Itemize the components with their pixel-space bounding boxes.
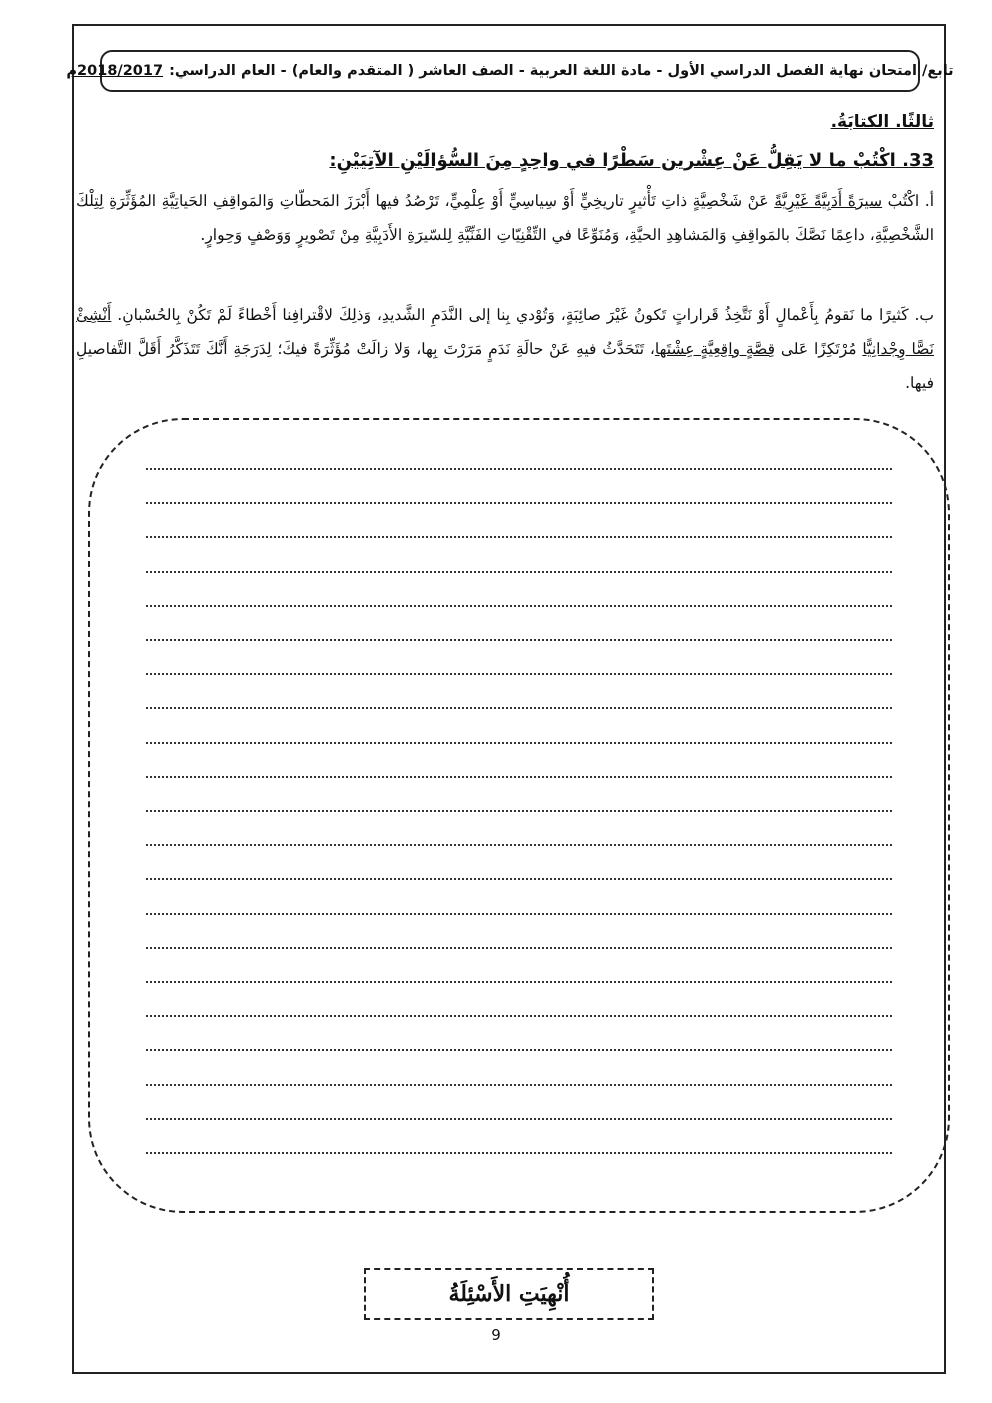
page-number: 9 — [491, 1326, 501, 1344]
option-b-highlight-2: قِصَّةٍ واقِعِيَّةٍ عِشْتَها — [654, 340, 775, 358]
answer-line[interactable] — [146, 810, 892, 812]
option-b-text-1: كَثيرًا ما نَقومُ بِأَعْمالٍ أَوْ نَتَّخِذُ قَراراتٍ تَكونُ غَيْرَ صائِبَةٍ، وَتُوْدي بِنا إلى النَّدَمِ الشَّديدِ، وَذلِكَ لاقْترافِنا أَخْطاءً لَمْ تَكُنْ بِالحُسْبانِ. — [117, 306, 909, 324]
option-b — [76, 298, 934, 400]
option-b-label: ب. — [914, 306, 934, 324]
option-a-text-2: عَنْ شَخْصِيَّةٍ ذاتِ تَأْثيرٍ تاريخِيٍّ أَوْ سِياسِيٍّ أَوْ عِلْمِيٍّ، تَرْصُدُ فيها أَبْرَزَ المَحطّاتِ وَالمَواقِفِ الحَياتِيَّةِ المُؤَثِّرَةِ لِتِلْكَ الشَّخْصِيَّةِ، داعِمًا نَصَّكَ بالمَواقِفِ وَالمَشاهِدِ الحيَّةِ، وَمُنَوِّعًا في التِّقْنِيّاتِ الفَنِّيَّةِ لِلسّيرَةِ الأَدَبِيَّةِ مِنْ تَصْويرٍ وَوَصْفٍ وَحِوارٍ. — [76, 192, 934, 244]
option-a-label: أ. — [924, 192, 934, 210]
option-b-highlight-1: أَنْشِئْ نَصًّا وِجْدانِيًّا — [76, 306, 934, 358]
option-b-text-2: مُرْتَكِزًا عَلى — [780, 340, 857, 358]
answer-line[interactable] — [146, 1015, 892, 1017]
option-a-highlight: سيرَةً أَدَبِيَّةً غَيْرِيَّةً — [774, 192, 883, 210]
answer-writing-area[interactable] — [88, 418, 950, 1213]
answer-line[interactable] — [146, 1049, 892, 1051]
answer-line[interactable] — [146, 536, 892, 538]
question-number: 33. — [902, 150, 934, 171]
end-of-questions-box — [364, 1268, 654, 1320]
answer-line[interactable] — [146, 571, 892, 573]
answer-line[interactable] — [146, 605, 892, 607]
answer-line[interactable] — [146, 502, 892, 504]
answer-line[interactable] — [146, 707, 892, 709]
option-a — [76, 184, 934, 252]
answer-line[interactable] — [146, 878, 892, 880]
header-year: 2018/2017م — [66, 63, 164, 79]
header-text: تابع/ امتحان نهاية الفصل الدراسي الأول - مادة اللغة العربية - الصف العاشر ( المتقدم والعام) - العام الدراسي: — [169, 63, 954, 79]
section-title: ثالثًا. الكتابَةُ. — [830, 112, 934, 132]
answer-line[interactable] — [146, 947, 892, 949]
answer-line[interactable] — [146, 1152, 892, 1154]
option-a-text-1: اكْتُبْ — [887, 192, 920, 210]
question-prompt — [329, 150, 934, 171]
answer-line[interactable] — [146, 844, 892, 846]
answer-line[interactable] — [146, 468, 892, 470]
answer-line[interactable] — [146, 1118, 892, 1120]
exam-header — [66, 50, 954, 92]
answer-line[interactable] — [146, 913, 892, 915]
option-b-text-3: ، تَتَحَدَّثُ فيهِ عَنْ حالَةِ نَدَمٍ مَرَرْتَ بِها، وَلا زالَتْ مُؤَثِّرَةً فيكَ؛ لِدَرَجَةِ أَنَّكَ تَتَذَكَّرُ أَقَلَّ التَّفاصيلِ فيها. — [76, 340, 934, 392]
answer-line[interactable] — [146, 981, 892, 983]
end-of-questions-text: أُنْهِيَتِ الأَسْئِلَةُ — [448, 1281, 570, 1307]
question-text: اكْتُبْ ما لا يَقِلُّ عَنْ عِشْرين سَطْرًا في واحِدٍ مِنَ السُّؤالَيْنِ الآتِيَيْنِ: — [329, 150, 896, 171]
answer-line[interactable] — [146, 1084, 892, 1086]
answer-line[interactable] — [146, 742, 892, 744]
answer-line[interactable] — [146, 639, 892, 641]
answer-line[interactable] — [146, 673, 892, 675]
answer-line[interactable] — [146, 776, 892, 778]
